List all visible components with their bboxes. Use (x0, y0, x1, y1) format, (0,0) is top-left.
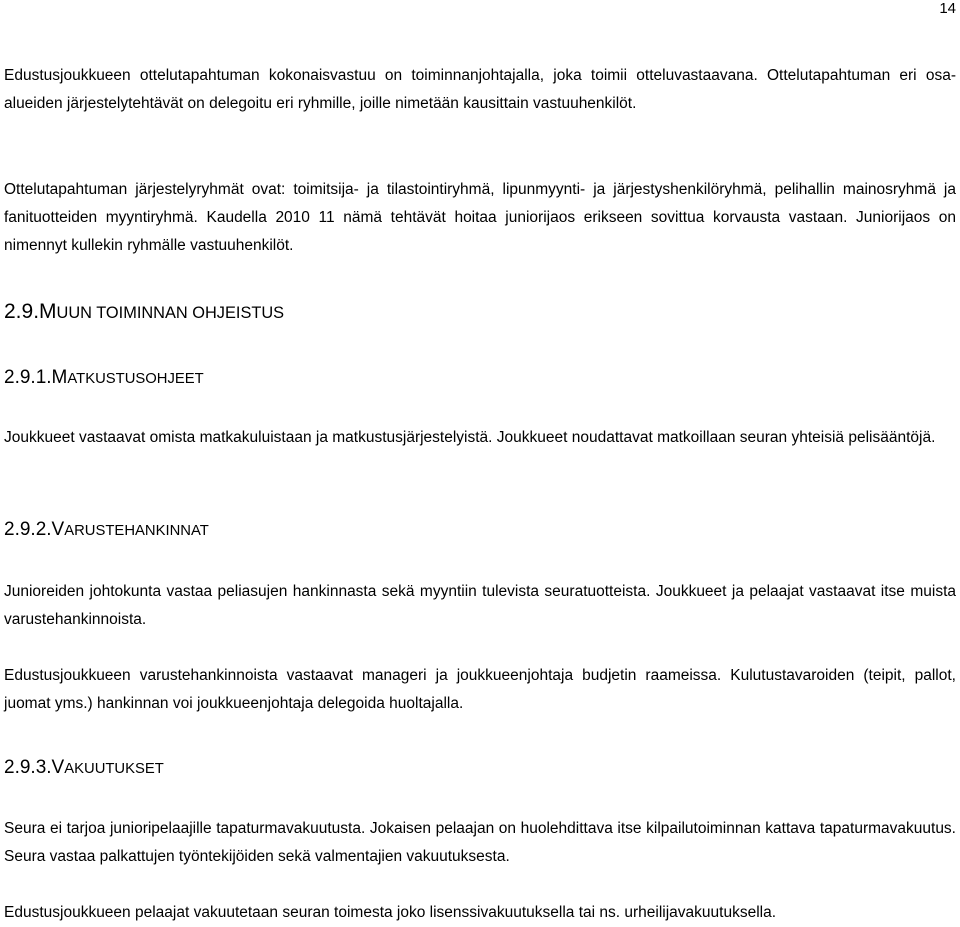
heading-initial: V (51, 519, 65, 540)
paragraph-insurance-juniors: Seura ei tarjoa junioripelaajille tapaturmavakuutusta. Jokaisen pelaajan on huolehdittava itse kilpailutoiminnan kattava tapaturmavakuutus. Seura vastaa palkattujen työntekijöiden sekä valmentajien vakuutuksesta. (4, 820, 956, 865)
heading-number: 2.9.3. (4, 757, 52, 778)
heading-2-9-2 (4, 518, 956, 543)
heading-number: 2.9.2. (4, 519, 52, 540)
heading-initial: M (51, 367, 68, 388)
paragraph-organizing-groups: Ottelutapahtuman järjestelyryhmät ovat: toimitsija- ja tilastointiryhmä, lipunmyynti- ja järjestyshenkilöryhmä, pelihallin mainosryhmä ja fanituotteiden myyntiryhmä. Kaudella 2010 11 nämä tehtävät hoitaa juniorijaos erikseen sovittua korvausta vastaan. Juniorijaos on nimennyt kullekin ryhmälle vastuuhenkilöt. (4, 181, 956, 254)
paragraph-equipment-first-team: Edustusjoukkueen varustehankinnoista vastaavat manageri ja joukkueenjohtaja budjetin raameissa. Kulutustavaroiden (teipit, pallot, juomat yms.) hankinnan voi joukkueenjohtaja delegoida huoltajalla. (4, 667, 956, 712)
heading-2-9-3 (4, 756, 956, 781)
heading-rest: ARUSTEHANKINNAT (64, 523, 209, 539)
heading-2-9 (4, 299, 956, 326)
heading-2-9-1 (4, 366, 956, 391)
heading-initial: M (39, 300, 57, 323)
paragraph-travel: Joukkueet vastaavat omista matkakuluistaan ja matkustusjärjestelyistä. Joukkueet noudattavat matkoillaan seuran yhteisiä pelisääntöjä. (4, 429, 936, 446)
heading-number: 2.9.1. (4, 367, 52, 388)
page-number: 14 (939, 0, 956, 17)
heading-rest: UUN TOIMINNAN OHJEISTUS (56, 304, 285, 322)
heading-initial: V (51, 757, 65, 778)
paragraph-equipment-juniors: Junioreiden johtokunta vastaa peliasujen hankinnasta sekä myyntiin tulevista seuratuotteista. Joukkueet ja pelaajat vastaavat itse muista varustehankinnoista. (4, 583, 956, 628)
heading-rest: AKUUTUKSET (64, 761, 164, 777)
heading-rest: ATKUSTUSOHJEET (67, 371, 204, 387)
heading-number: 2.9. (4, 300, 40, 323)
paragraph-match-responsibility: Edustusjoukkueen ottelutapahtuman kokonaisvastuu on toiminnanjohtajalla, joka toimii otteluvastaavana. Ottelutapahtuman eri osa-alueiden järjestelytehtävät on delegoitu eri ryhmille, joille nimetään kausittain vastuuhenkilöt. (4, 67, 956, 112)
paragraph-insurance-first-team: Edustusjoukkueen pelaajat vakuutetaan seuran toimesta joko lisenssivakuutuksella tai ns. urheilijavakuutuksella. (4, 904, 777, 921)
